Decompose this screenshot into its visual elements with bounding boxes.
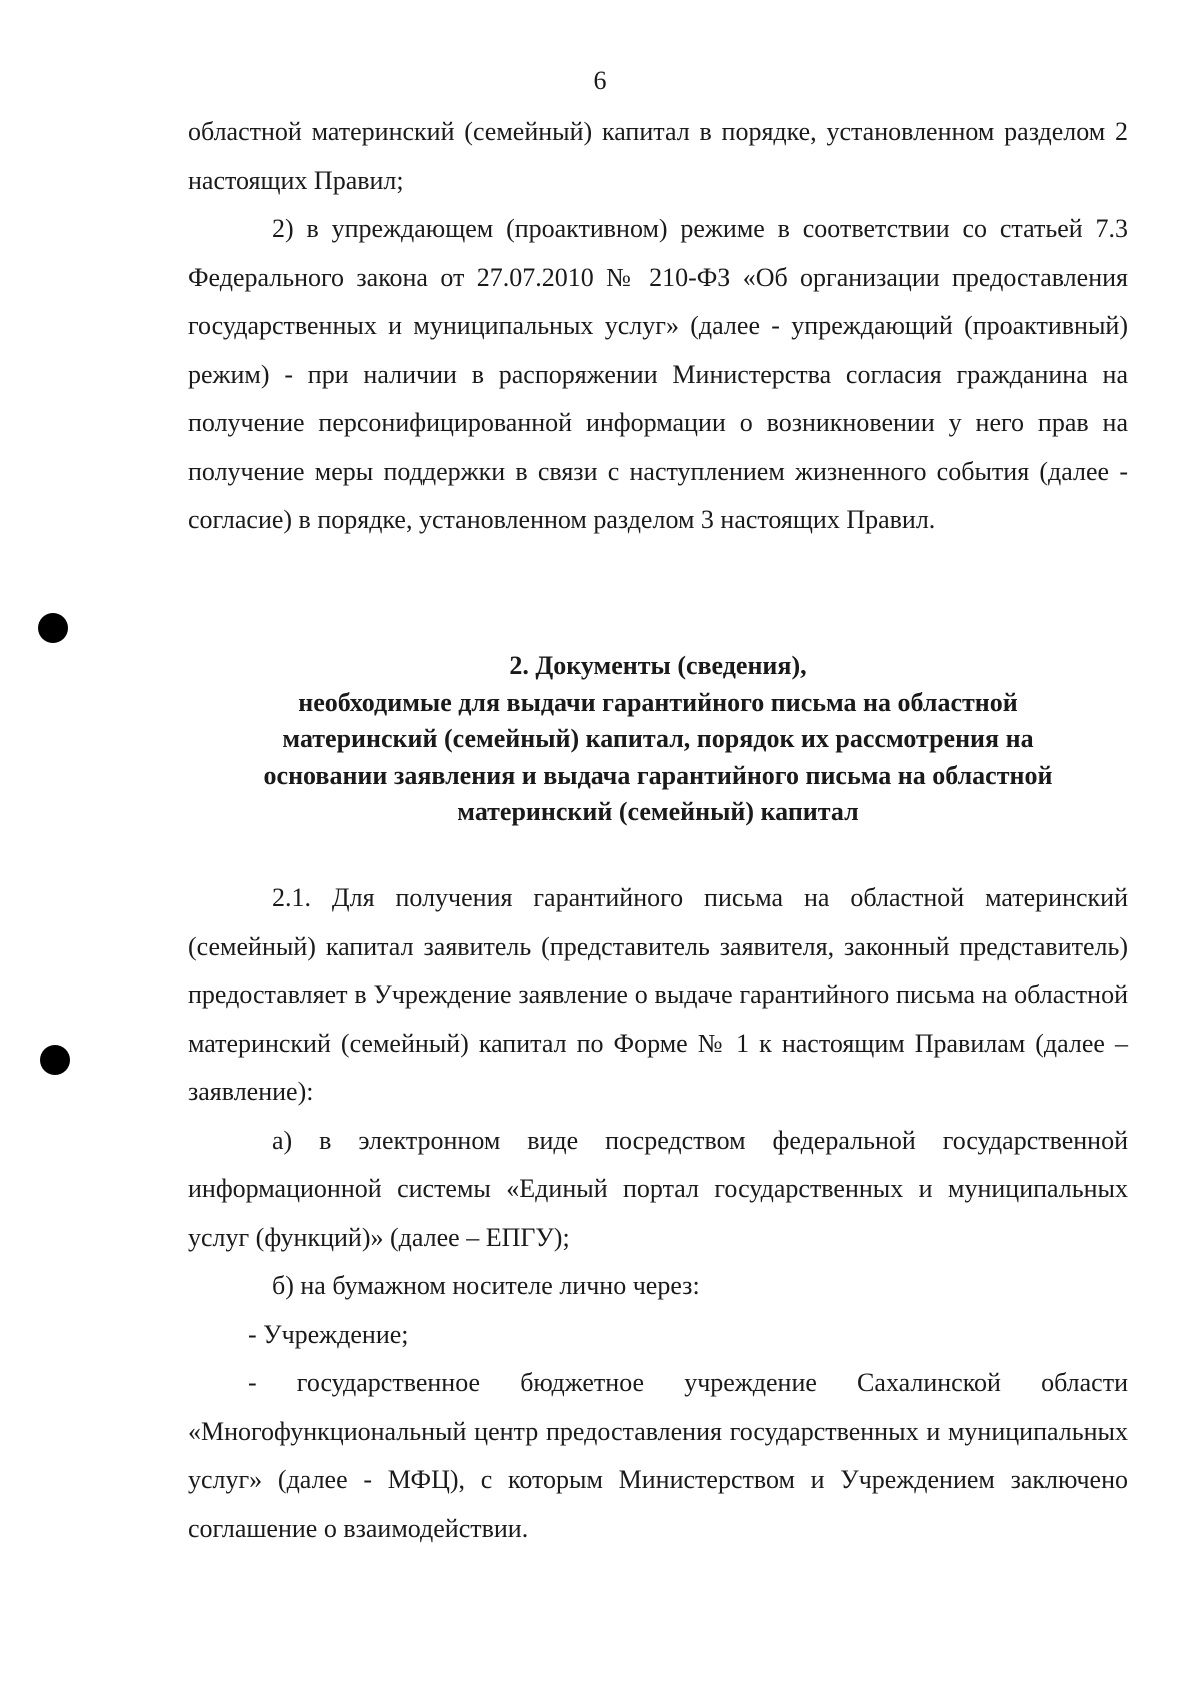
section-heading-line: основании заявления и выдача гарантийного письма на областной <box>263 760 1053 790</box>
binder-hole-mark <box>40 1045 70 1075</box>
paragraph-item-b: б) на бумажном носителе лично через: <box>272 1271 700 1300</box>
paragraph-item-a: а) в электронном виде посредством федеральной государственной информационной системы «Единый портал государственных и муниципальных услуг (функций)» (далее – ЕПГУ); <box>188 1125 1128 1252</box>
paragraph-item-2: 2) в упреждающем (проактивном) режиме в соответствии со статьей 7.3 Федерального закона от 27.07.2010 № 210-ФЗ «Об организации предоставления государственных и муниципальных услуг» (далее - упреждающий (проактивный) режим) - при наличии в распоряжении Министерства согласия гражданина на получение персонифицированной информации о возникновении у него прав на получение меры поддержки в связи с наступлением жизненного события (далее - согласие) в порядке, установленном разделом 3 настоящих Правил. <box>188 214 1128 534</box>
page-number: 6 <box>593 66 607 95</box>
section-heading-line: материнский (семейный) капитал, порядок их рассмотрения на <box>282 724 1034 753</box>
section-heading-line: материнский (семейный) капитал <box>457 797 859 826</box>
section-heading-line: 2. Документы (сведения), <box>509 651 807 680</box>
list-item-institution: - Учреждение; <box>248 1319 409 1349</box>
binder-hole-mark <box>38 613 68 643</box>
section-heading-line: необходимые для выдачи гарантийного письма на областной <box>298 687 1018 717</box>
paragraph-2-1: 2.1. Для получения гарантийного письма на областной материнский (семейный) капитал заявитель (представитель заявителя, законный представитель) предоставляет в Учреждение заявление о выдаче гарантийного письма на областной материнский (семейный) капитал по Форме № 1 к настоящим Правилам (далее – заявление): <box>188 883 1128 1106</box>
bottom-text-block <box>188 874 1128 1553</box>
list-item-mfc: - государственное бюджетное учреждение Сахалинской области «Многофункциональный центр предоставления государственных и муниципальных услуг» (далее - МФЦ), с которым Министерством и Учреждением заключено соглашение о взаимодействии. <box>188 1368 1128 1543</box>
paragraph-continuation: областной материнский (семейный) капитал в порядке, установленном разделом 2 настоящих Правил; <box>188 117 1128 195</box>
top-text-block <box>188 108 1128 545</box>
section-heading <box>188 648 1128 831</box>
